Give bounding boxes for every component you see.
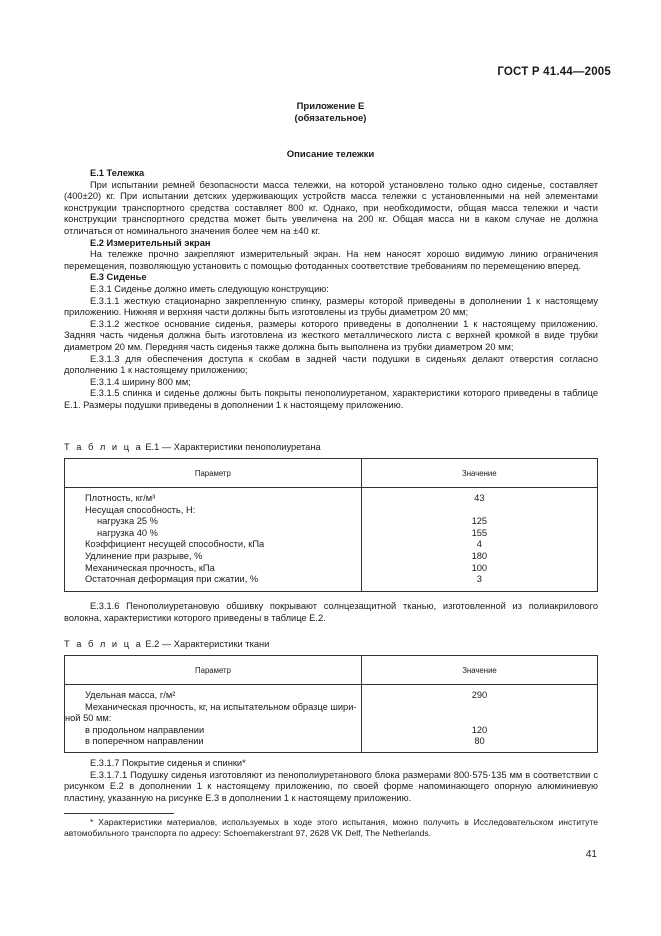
e3-1-5-paragraph: Е.3.1.5 спинка и сиденье должны быть покрыты пенополиуретаном, характеристики которого приведены в таблице Е.1. Размеры подушки приведены в дополнении 1 к настоящему приложению. — [64, 388, 598, 410]
table2-caption — [64, 639, 269, 649]
table-cell: Удельная масса, г/м² — [85, 690, 176, 700]
table2-param-column — [65, 685, 362, 753]
table-cell: ной 50 мм: — [65, 713, 112, 724]
e2-paragraph: На тележке прочно закрепляют измерительный экран. На нем наносят хорошо видимую линию ограничения перемещения, позволяющую установить с помощью фотоданных соответствие требованиям по перемещению вперед. — [64, 249, 598, 271]
footnote: * Характеристики материалов, используемых в ходе этого испытания, можно получить в Исследовательском институте автомобильного транспорта по адресу: Schoemakerstrant 97, 2628 VK Delf, The Netherlands. — [64, 817, 598, 838]
table-cell — [362, 702, 597, 714]
standard-number: ГОСТ Р 41.44—2005 — [497, 66, 611, 78]
table2-header-param: Параметр — [65, 656, 362, 685]
table2-title: Е.2 — Характеристики ткани — [142, 639, 270, 649]
table-2 — [64, 655, 598, 753]
table-cell: в поперечном направлении — [85, 736, 204, 747]
e3-1-7-block — [64, 758, 598, 804]
table1-value-column — [361, 488, 597, 592]
table-cell: 125 — [471, 516, 488, 527]
table-cell: Удлинение при разрыве, % — [85, 550, 203, 561]
table-cell: Механическая прочность, кПа — [85, 562, 215, 573]
e3-1-7-1-paragraph: Е.3.1.7.1 Подушку сиденья изготовляют из пенополиуретанового блока размерами 800·575·135 мм в соответствии с рисунком Е.2 в дополнении 1 к настоящему приложению, по своей форме напоминающего опорную алюминиевую пластину, указанную на рисунке Е.3 в дополнении 1 к настоящему приложению. — [64, 769, 598, 803]
section-text — [64, 168, 598, 411]
table1-header-value: Значение — [361, 459, 597, 488]
table-cell: 180 — [471, 550, 488, 561]
table-cell: 120 — [471, 724, 488, 735]
table1-param-column — [65, 488, 362, 592]
table-1 — [64, 458, 598, 592]
e3-1-6-paragraph: Е.3.1.6 Пенополиуретановую обшивку покрывают солнцезащитной тканью, изготовленной из полиакрилового волокна, характеристики которого приведены в таблице Е.2. — [64, 601, 598, 623]
e3-1-3-paragraph: Е.3.1.3 для обеспечения доступа к скобам в задней части подушки в сиденьях делают отверстия согласно дополнению 1 к настоящему приложению; — [64, 353, 598, 376]
table2-label: Т а б л и ц а — [64, 639, 143, 649]
e3-1-paragraph: Е.3.1 Сиденье должно иметь следующую конструкцию: — [90, 283, 329, 294]
table-cell: Несущая способность, Н: — [85, 504, 196, 515]
table-cell: 80 — [474, 736, 485, 747]
page-number: 41 — [585, 849, 597, 860]
table1-header-param: Параметр — [65, 459, 362, 488]
e3-heading: Е.3 Сиденье — [90, 272, 147, 283]
table-cell: Плотность, кг/м³ — [85, 493, 156, 503]
e3-1-7-paragraph: Е.3.1.7 Покрытие сиденья и спинки* — [90, 758, 246, 768]
appendix-title: Приложение Е — [296, 101, 365, 112]
table1-label: Т а б л и ц а — [64, 442, 143, 452]
table-cell: нагрузка 25 % — [97, 516, 158, 527]
table-cell: 4 — [476, 539, 482, 550]
table-cell: 3 — [476, 574, 482, 585]
table1-caption — [64, 442, 321, 452]
e1-heading: Е.1 Тележка — [90, 168, 145, 178]
table-cell: Механическая прочность, кг, на испытательном образце шири- — [85, 701, 357, 712]
e3-1-2-paragraph: Е.3.1.2 жесткое основание сиденья, размеры которого приведены в дополнении 1 к настоящему приложению. Задняя часть чиденья должна быть изготовлена из жесткого металлического листа с верхней кромкой в виде трубки диаметром 20 мм. Передняя часть сиденья также должна быть выполнена из трубки диаметром 20 мм; — [64, 318, 598, 352]
table-cell: Остаточная деформация при сжатии, % — [85, 574, 259, 585]
e3-1-1-paragraph: Е.3.1.1 жесткую стационарно закрепленную спинку, размеры которой приведены в дополнении 1 к настоящему приложению. Нижняя и верхняя части должны быть изготовлены из трубы диаметром 20 мм; — [64, 295, 598, 318]
table-cell — [362, 713, 597, 725]
e2-heading: Е.2 Измерительный экран — [90, 237, 211, 248]
table-cell: нагрузка 40 % — [97, 527, 158, 538]
table1-title: Е.1 — Характеристики пенополиуретана — [142, 442, 321, 452]
table-cell: 100 — [471, 562, 488, 573]
e3-1-6-block — [64, 601, 598, 624]
table2-header-value: Значение — [361, 656, 597, 685]
table-cell: 155 — [471, 527, 488, 538]
footnote-divider — [64, 813, 174, 814]
table-cell: 43 — [474, 493, 485, 503]
appendix-subject: Описание тележки — [286, 149, 375, 160]
table-cell: 290 — [471, 690, 488, 700]
table-cell: Коэффициент несущей способности, кПа — [85, 539, 265, 550]
appendix-status: (обязательное) — [294, 113, 367, 124]
table2-value-column — [361, 685, 597, 753]
e3-1-4-paragraph: Е.3.1.4 ширину 800 мм; — [90, 376, 191, 387]
e1-paragraph: При испытании ремней безопасности масса тележки, на которой установлено только одно сиденье, составляет (400±20) кг. При испытании детских удерживающих устройств масса тележки с установленными на ней элементами конструкции транспортного средства составляет 800 кг. Однако, при необходимости, общая масса тележки и части конструкции транспортного средства может быть увеличена на 200 кг. Общая масса ни в каком случае не должна отличаться от номинального значения более чем на ±40 кг. — [64, 179, 598, 236]
table-cell — [362, 505, 597, 517]
table-cell: в продольном направлении — [85, 724, 205, 735]
